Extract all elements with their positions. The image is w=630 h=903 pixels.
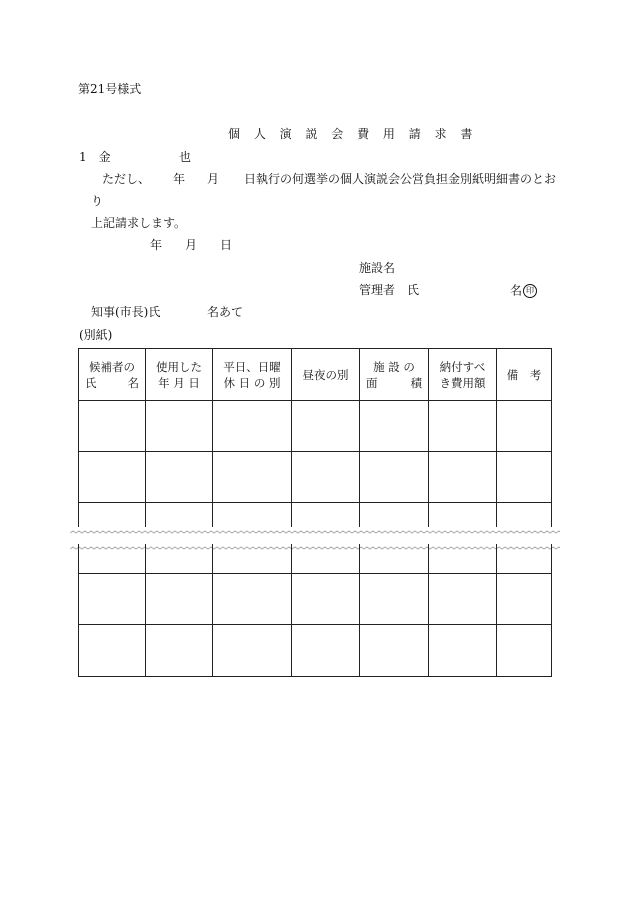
- manager-label: 管理者 氏: [359, 283, 420, 297]
- manager-name-suffix: [510, 284, 537, 298]
- table-cell[interactable]: [360, 544, 429, 573]
- table-row: [79, 544, 552, 573]
- table-cell[interactable]: [360, 401, 429, 452]
- form-number: 第21号様式: [78, 82, 142, 96]
- table-row: [79, 452, 552, 503]
- expense-table-upper: [78, 348, 552, 543]
- proviso-year: 年: [173, 172, 186, 186]
- table-cell[interactable]: [213, 573, 292, 624]
- date-month: 月: [185, 238, 198, 252]
- table-cell[interactable]: [497, 452, 552, 503]
- facility-name-label: 施設名: [359, 261, 396, 275]
- amount-suffix: 也: [179, 150, 192, 164]
- header-weekday-line2: 休 日 の 別: [223, 375, 281, 390]
- table-cell[interactable]: [292, 401, 360, 452]
- seal-mark: 印: [523, 284, 537, 298]
- header-candidate-line2a: 氏: [85, 375, 97, 390]
- table-cell[interactable]: [429, 452, 497, 503]
- table-cell[interactable]: [497, 544, 552, 573]
- proviso-lead: ただし、: [102, 172, 151, 186]
- proviso-text: 日執行の何選挙の個人演説会公営負担金別紙明細書のとお: [244, 172, 557, 186]
- date-year: 年: [150, 238, 163, 252]
- date-day: 日: [220, 238, 233, 252]
- header-date-line2: 年 月 日: [158, 375, 200, 390]
- table-cell[interactable]: [213, 624, 292, 676]
- header-weekday-holiday: [213, 349, 292, 401]
- table-cell[interactable]: [213, 544, 292, 573]
- header-candidate-line2: [79, 375, 145, 391]
- table-cell[interactable]: [429, 401, 497, 452]
- table-cell[interactable]: [429, 544, 497, 573]
- table-cell[interactable]: [146, 624, 213, 676]
- table-row: [79, 624, 552, 676]
- header-remarks: [497, 349, 552, 401]
- expense-table-lower: [78, 544, 552, 677]
- table-cell[interactable]: [360, 452, 429, 503]
- header-amount-line1: 納付すべ: [439, 359, 486, 374]
- table-cell[interactable]: [497, 401, 552, 452]
- header-candidate-name: [79, 349, 146, 401]
- attachment-label: (別紙): [79, 328, 113, 342]
- table-cell[interactable]: [497, 624, 552, 676]
- proviso-month: 月: [207, 172, 220, 186]
- table-cell[interactable]: [292, 573, 360, 624]
- table-cell[interactable]: [79, 544, 146, 573]
- header-area-line2a: 面: [366, 375, 378, 390]
- table-cell[interactable]: [429, 573, 497, 624]
- header-remarks-line1: 備 考: [506, 367, 542, 382]
- table-cell[interactable]: [146, 401, 213, 452]
- header-amount-payable: [429, 349, 497, 401]
- table-cell[interactable]: [429, 624, 497, 676]
- header-daynight-line1: 昼夜の別: [302, 367, 349, 382]
- table-cell[interactable]: [360, 573, 429, 624]
- table-header-row: [79, 349, 552, 401]
- header-amount-line2: き費用額: [439, 375, 486, 390]
- table-cell[interactable]: [213, 401, 292, 452]
- proviso-wrap: り: [91, 194, 104, 208]
- table-row: [79, 401, 552, 452]
- header-candidate-line2b: 名: [127, 375, 139, 390]
- header-date-line1: 使用した: [156, 359, 202, 374]
- addressee-suffix: 名あて: [207, 305, 244, 319]
- header-area-line2b: 積: [410, 375, 422, 390]
- table-cell[interactable]: [292, 624, 360, 676]
- document-title: 個 人 演 説 会 費 用 請 求 書: [228, 127, 478, 141]
- table-cell[interactable]: [360, 624, 429, 676]
- table-cell[interactable]: [497, 573, 552, 624]
- table-cell[interactable]: [79, 573, 146, 624]
- manager-name-suffix-text: 名: [510, 283, 523, 298]
- header-candidate-line1: 候補者の: [89, 359, 135, 374]
- table-cell[interactable]: [79, 624, 146, 676]
- table-row: [79, 573, 552, 624]
- table-cell[interactable]: [292, 544, 360, 573]
- table-cell[interactable]: [79, 401, 146, 452]
- header-facility-area: [360, 349, 429, 401]
- table-cell[interactable]: [146, 452, 213, 503]
- header-weekday-line1: 平日、日曜: [223, 359, 281, 374]
- addressee-prefix: 知事(市長)氏: [91, 305, 161, 319]
- table-cell[interactable]: [213, 452, 292, 503]
- header-date-used: [146, 349, 213, 401]
- header-area-line1: 施 設 の: [373, 359, 415, 374]
- request-line: 上記請求します。: [91, 216, 187, 230]
- amount-label: 1 金: [79, 150, 111, 164]
- table-cell[interactable]: [146, 544, 213, 573]
- table-cell[interactable]: [79, 452, 146, 503]
- header-day-night: [292, 349, 360, 401]
- header-area-line2: [360, 375, 428, 391]
- table-cell[interactable]: [292, 452, 360, 503]
- table-cell[interactable]: [146, 573, 213, 624]
